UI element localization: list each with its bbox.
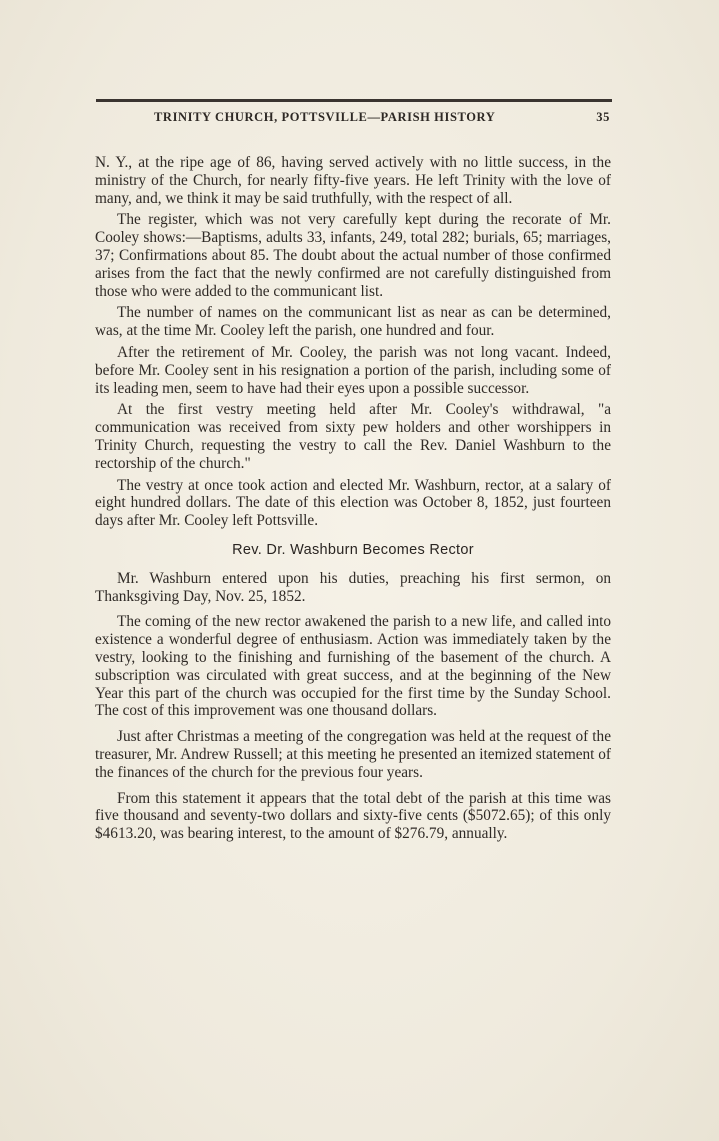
paragraph: At the first vestry meeting held after Mr. Cooley's withdrawal, "a communication was received from sixty pew holders and other worshippers in Trinity Church, requesting the vestry to call the Rev. Daniel Washburn to the rectorship of the church."	[95, 401, 611, 472]
body-text	[95, 154, 611, 847]
paragraph: The number of names on the communicant list as near as can be determined, was, at the time Mr. Cooley left the parish, one hundred and four.	[95, 304, 611, 340]
section-heading: Rev. Dr. Washburn Becomes Rector	[232, 541, 474, 558]
paragraph: N. Y., at the ripe age of 86, having served actively with no little success, in the ministry of the Church, for nearly fifty-five years. He left Trinity with the love of many, and, we think it may be said truthfully, with the respect of all.	[95, 154, 611, 207]
paragraph: Just after Christmas a meeting of the congregation was held at the request of the treasurer, Mr. Andrew Russell; at this meeting he presented an itemized statement of the finances of the church for the previous four years.	[95, 728, 611, 781]
paragraph: After the retirement of Mr. Cooley, the parish was not long vacant. Indeed, before Mr. Cooley sent in his resignation a portion of the parish, including some of its leading men, seem to have had their eyes upon a possible successor.	[95, 343, 611, 397]
page-number: 35	[596, 110, 610, 124]
running-title: TRINITY CHURCH, POTTSVILLE—PARISH HISTORY	[154, 110, 496, 124]
running-head	[96, 110, 612, 130]
header-rule	[96, 99, 612, 102]
paragraph: From this statement it appears that the total debt of the parish at this time was five thousand and seventy-two dollars and sixty-five cents ($5072.65); of this only $4613.20, was bearing interest, to the amount of $276.79, annually.	[95, 789, 611, 843]
paragraph: The register, which was not very carefully kept during the recorate of Mr. Cooley shows:—Baptisms, adults 33, infants, 249, total 282; burials, 65; marriages, 37; Confirmations about 85. The doubt about the actual number of those confirmed arises from the fact that the newly confirmed are not carefully distinguished from those who were added to the communicant list.	[95, 211, 611, 300]
paragraph: The coming of the new rector awakened the parish to a new life, and called into existence a wonderful degree of enthusiasm. Action was immediately taken by the vestry, looking to the finishing and furnishing of the basement of the church. A subscription was circulated with great success, and at the beginning of the New Year this part of the church was occupied for the first time by the Sunday School. The cost of this improvement was one thousand dollars.	[95, 613, 611, 720]
paragraph: Mr. Washburn entered upon his duties, preaching his first sermon, on Thanksgiving Day, Nov. 25, 1852.	[95, 569, 611, 605]
paragraph: The vestry at once took action and elected Mr. Washburn, rector, at a salary of eight hundred dollars. The date of this election was October 8, 1852, just fourteen days after Mr. Cooley left Pottsville.	[95, 476, 611, 530]
